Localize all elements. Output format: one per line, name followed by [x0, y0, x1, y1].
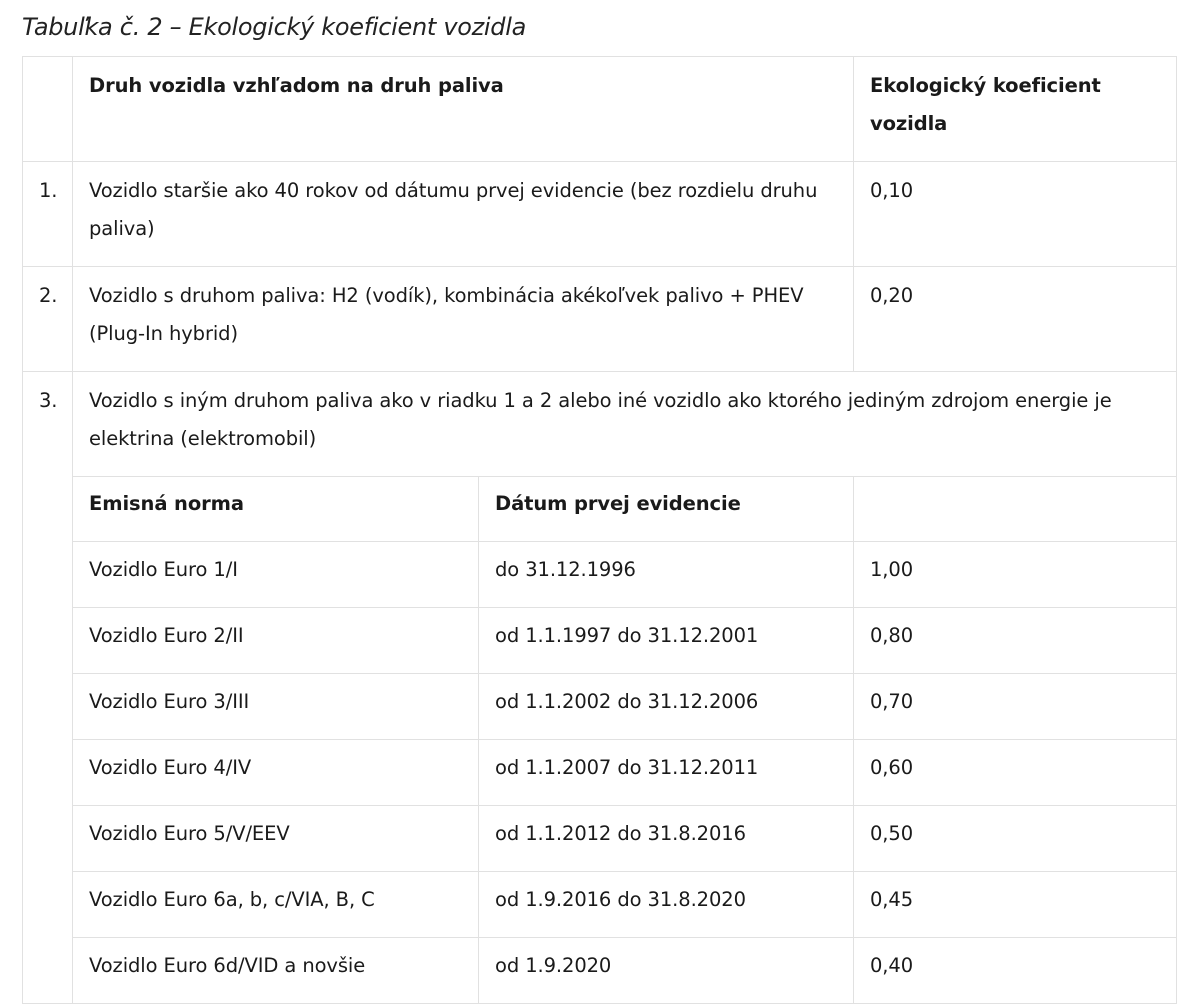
- table-row: [23, 542, 1177, 608]
- table-header-row: [23, 57, 1177, 162]
- emission-norm-cell: Vozidlo Euro 1/I: [73, 542, 479, 608]
- row-coefficient: 0,10: [854, 162, 1177, 267]
- registration-date-cell: od 1.1.2012 do 31.8.2016: [479, 806, 854, 872]
- registration-date-cell: od 1.9.2016 do 31.8.2020: [479, 872, 854, 938]
- registration-date-cell: od 1.1.1997 do 31.12.2001: [479, 608, 854, 674]
- header-vehicle-type: Druh vozidla vzhľadom na druh paliva: [73, 57, 854, 162]
- row-description: Vozidlo s druhom paliva: H2 (vodík), kombinácia akékoľvek palivo + PHEV (Plug-In hybrid): [73, 267, 854, 372]
- row-description: Vozidlo staršie ako 40 rokov od dátumu prvej evidencie (bez rozdielu druhu paliva): [73, 162, 854, 267]
- sub-header-empty-cell: [854, 477, 1177, 542]
- header-coefficient: Ekologický koeficient vozidla: [854, 57, 1177, 162]
- coefficient-cell: 0,80: [854, 608, 1177, 674]
- coefficient-cell: 0,40: [854, 938, 1177, 1004]
- table-row: [23, 872, 1177, 938]
- emission-norm-cell: Vozidlo Euro 3/III: [73, 674, 479, 740]
- row-number: 1.: [23, 162, 73, 267]
- sub-header-emission-norm: Emisná norma: [73, 477, 479, 542]
- row-description: Vozidlo s iným druhom paliva ako v riadku 1 a 2 alebo iné vozidlo ako ktorého jediným zdrojom energie je elektrina (elektromobil): [73, 372, 1177, 477]
- row-number: 3.: [23, 372, 73, 1004]
- table-row: [23, 806, 1177, 872]
- registration-date-cell: od 1.1.2007 do 31.12.2011: [479, 740, 854, 806]
- registration-date-cell: do 31.12.1996: [479, 542, 854, 608]
- coefficient-cell: 0,45: [854, 872, 1177, 938]
- row-number: 2.: [23, 267, 73, 372]
- ecological-coefficient-table: [22, 56, 1177, 1004]
- emission-norm-cell: Vozidlo Euro 6d/VID a novšie: [73, 938, 479, 1004]
- registration-date-cell: od 1.1.2002 do 31.12.2006: [479, 674, 854, 740]
- coefficient-cell: 0,50: [854, 806, 1177, 872]
- sub-header-row: [23, 477, 1177, 542]
- table-row: [23, 372, 1177, 477]
- coefficient-cell: 1,00: [854, 542, 1177, 608]
- coefficient-cell: 0,70: [854, 674, 1177, 740]
- registration-date-cell: od 1.9.2020: [479, 938, 854, 1004]
- emission-norm-cell: Vozidlo Euro 4/IV: [73, 740, 479, 806]
- emission-norm-cell: Vozidlo Euro 5/V/EEV: [73, 806, 479, 872]
- table-row: [23, 608, 1177, 674]
- table-caption: Tabuľka č. 2 – Ekologický koeficient vozidla: [22, 13, 527, 41]
- coefficient-cell: 0,60: [854, 740, 1177, 806]
- header-number-cell: [23, 57, 73, 162]
- table-row: [23, 740, 1177, 806]
- row-coefficient: 0,20: [854, 267, 1177, 372]
- table-row: [23, 938, 1177, 1004]
- table-row: [23, 162, 1177, 267]
- sub-header-first-registration: Dátum prvej evidencie: [479, 477, 854, 542]
- table-row: [23, 267, 1177, 372]
- emission-norm-cell: Vozidlo Euro 6a, b, c/VIA, B, C: [73, 872, 479, 938]
- emission-norm-cell: Vozidlo Euro 2/II: [73, 608, 479, 674]
- table-row: [23, 674, 1177, 740]
